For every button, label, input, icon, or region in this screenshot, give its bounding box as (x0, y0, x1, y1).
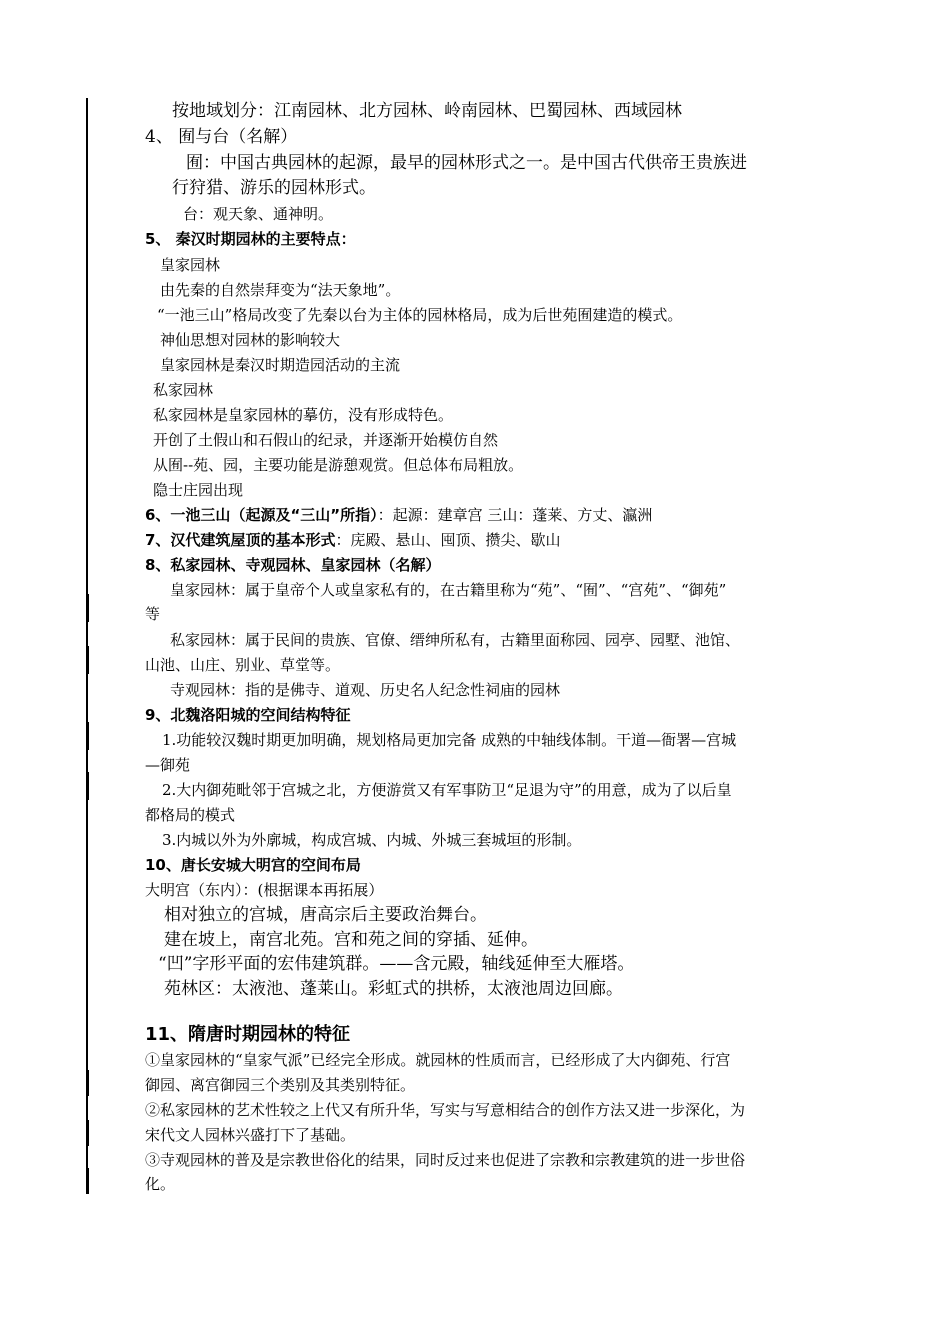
text-line: 都格局的模式 (145, 806, 236, 824)
revision-bar (86, 1070, 89, 1096)
text-line: “凹”字形平面的宏伟建筑群。——含元殿，轴线延伸至大雁塔。 (158, 954, 635, 974)
royal-garden-definition: 皇家园林：属于皇帝个人或皇家私有的，在古籍里称为“苑”、“囿”、“宫苑”、“御苑” (170, 581, 727, 599)
section-7-text: ：庑殿、悬山、囤顶、攒尖、歇山 (335, 531, 561, 549)
subheading-royal: 皇家园林 (160, 256, 221, 274)
revision-bar (86, 722, 89, 750)
text-line: 由先秦的自然崇拜变为“法天象地”。 (160, 281, 401, 299)
section-11-heading: 11、隋唐时期园林的特征 (145, 1024, 351, 1045)
tai-definition: 台：观天象、通神明。 (183, 205, 334, 223)
text-line: 苑林区：太液池、蓬莱山。彩虹式的拱桥，太液池周边回廊。 (164, 979, 623, 999)
text-line: 等 (145, 605, 161, 623)
revision-bar (86, 772, 89, 800)
text-line: ②私家园林的艺术性较之上代又有所升华，写实与写意相结合的创作方法又进一步深化，为 (145, 1101, 746, 1119)
section-6 (145, 505, 652, 525)
region-classification: 按地域划分：江南园林、北方园林、岭南园林、巴蜀园林、西域园林 (172, 101, 682, 121)
text-line: 相对独立的宫城，唐高宗后主要政治舞台。 (164, 905, 487, 925)
text-line: 1.功能较汉魏时期更加明确，规划格局更加完备 成熟的中轴线体制。干道—衙署—宫城 (162, 731, 737, 749)
text-line: “一池三山”格局改变了先秦以台为主体的园林格局，成为后世苑囿建造的模式。 (157, 306, 683, 324)
section-5-heading: 5、 秦汉时期园林的主要特点： (145, 230, 356, 248)
text-line: 山池、山庄、别业、草堂等。 (145, 656, 341, 674)
text-line: 大明宫（东内）：(根据课本再拓展） (145, 881, 384, 899)
text-line: 建在坡上，南宫北苑。宫和苑之间的穿插、延伸。 (164, 930, 538, 950)
text-line: ③寺观园林的普及是宗教世俗化的结果，同时反过来也促进了宗教和宗教建筑的进一步世俗 (145, 1151, 746, 1169)
text-line: 从囿--苑、园，主要功能是游憩观赏。但总体布局粗放。 (153, 456, 524, 474)
text-line: ①皇家园林的“皇家气派”已经完全形成。就园林的性质而言，已经形成了大内御苑、行宫 (145, 1051, 731, 1069)
text-line: 化。 (145, 1175, 176, 1193)
revision-bar (86, 646, 89, 674)
subheading-private: 私家园林 (153, 381, 214, 399)
text-line: 私家园林是皇家园林的摹仿，没有形成特色。 (153, 406, 454, 424)
section-4-heading: 4、 囿与台（名解） (145, 127, 298, 147)
text-line: 神仙思想对园林的影响较大 (160, 331, 341, 349)
text-line: 宋代文人园林兴盛打下了基础。 (145, 1126, 356, 1144)
you-definition-cont: 行狩猎、游乐的园林形式。 (172, 178, 376, 198)
text-line: 3.内城以外为外廓城，构成宫城、内城、外城三套城垣的形制。 (162, 831, 582, 849)
private-garden-definition: 私家园林：属于民间的贵族、官僚、缙绅所私有，古籍里面称园、园亭、园墅、池馆、 (170, 631, 741, 649)
section-6-text: ：起源：建章宫 三山：蓬莱、方丈、瀛洲 (377, 506, 653, 524)
text-line: —御苑 (145, 756, 191, 774)
text-line: 御园、离宫御园三个类别及其类别特征。 (145, 1076, 416, 1094)
text-line: 皇家园林是秦汉时期造园活动的主流 (160, 356, 401, 374)
section-7-heading: 7、汉代建筑屋顶的基本形式 (145, 531, 336, 549)
section-10-heading: 10、唐长安城大明宫的空间布局 (145, 856, 361, 874)
section-7 (145, 530, 560, 550)
revision-bar (86, 1168, 89, 1194)
revision-bar (86, 1120, 89, 1146)
section-9-heading: 9、北魏洛阳城的空间结构特征 (145, 706, 351, 724)
temple-garden-definition: 寺观园林：指的是佛寺、道观、历史名人纪念性祠庙的园林 (170, 681, 561, 699)
text-line: 隐士庄园出现 (153, 481, 244, 499)
you-definition: 囿：中国古典园林的起源，最早的园林形式之一。是中国古代供帝王贵族进 (186, 153, 747, 173)
revision-bar (86, 594, 89, 622)
text-line: 2.大内御苑毗邻于宫城之北，方便游赏又有军事防卫“足退为守”的用意，成为了以后皇 (162, 781, 732, 799)
section-6-heading: 6、一池三山（起源及“三山”所指） (145, 506, 378, 524)
section-8-heading: 8、私家园林、寺观园林、皇家园林（名解） (145, 556, 441, 574)
text-line: 开创了土假山和石假山的纪录，并逐渐开始模仿自然 (153, 431, 499, 449)
